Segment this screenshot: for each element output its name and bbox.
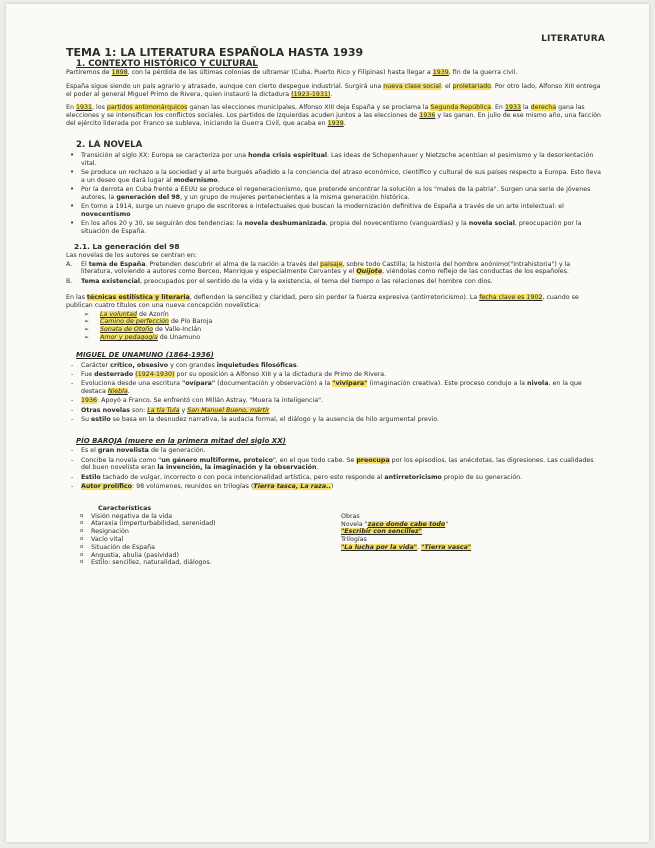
bold: Tema existencial — [81, 278, 141, 286]
text: de Azorín — [137, 310, 169, 318]
list-item: o Situación de España — [76, 544, 341, 552]
text: Evoluciona desde una escritura — [81, 380, 182, 388]
list-item — [66, 457, 601, 473]
text: : Apoyó a Franco. Se enfrentó con Millán Astray. "Muera la inteligencia". — [97, 397, 323, 405]
text: En las — [66, 293, 87, 301]
text: . Las ideas de Schopenhauer y Nietzsche acentúan el pesimismo y la desorientación vital. — [81, 151, 594, 167]
list-item: o Vacío vital — [76, 536, 341, 544]
document-page — [6, 4, 649, 842]
highlight: 1936 — [419, 112, 436, 120]
bold: modernismo — [173, 176, 218, 184]
text: la — [520, 104, 531, 112]
bold: honda crisis espiritual — [248, 151, 328, 159]
characteristics-heading: Características — [98, 504, 152, 512]
text: , preocupación por la situación de España. — [81, 220, 582, 235]
highlight: Autor prolífico — [81, 483, 132, 491]
list-item: o Estilo: sencillez, naturalidad, diálogos. — [76, 559, 341, 567]
text: Fue — [81, 370, 95, 378]
text: , y un grupo de mujeres pertenecientes a la misma generación histórica. — [180, 193, 410, 201]
highlight: 1939 — [432, 69, 449, 76]
text: Su — [81, 415, 91, 423]
page-title: TEMA 1: LA LITERATURA ESPAÑOLA HASTA 1939 — [66, 46, 364, 59]
work-title: La voluntad — [100, 310, 138, 318]
text: (imaginación creativa). Este proceso condujo a la — [367, 380, 527, 388]
paragraph-techniques — [66, 294, 601, 310]
work-title: Sonata de Otoño — [100, 326, 154, 334]
highlight: 1898 — [111, 69, 128, 76]
text: Novela " — [341, 520, 368, 528]
text: tachado de vulgar, incorrecto o con poca intencionalidad artística, pero esto responde al — [100, 473, 385, 481]
list-item — [66, 169, 601, 185]
highlight: (1924-1930) — [135, 370, 175, 378]
text: . Por otro lado, Alfonso XIII entrega el poder al general Miguel Primo de Rivera, quien instauró la dictadura — [66, 82, 601, 98]
text: . — [127, 387, 130, 395]
highlight: proletariado — [452, 82, 491, 90]
list-item — [66, 407, 601, 415]
section-2-heading: 2. LA NOVELA — [76, 139, 143, 150]
works-1902-list — [66, 311, 601, 342]
marker: B. — [66, 278, 73, 286]
text: , defienden la sencillez y claridad, pero sin perder la fuerza expresiva (antirretoricismo). La — [189, 293, 480, 301]
highlight: "Escribir con sencillez" — [341, 528, 422, 536]
text: de Pío Baroja — [168, 318, 213, 326]
highlight: zaco donde cabe todo — [367, 520, 446, 528]
bold: un género multiforme, proteico — [161, 456, 273, 464]
text: y las ganan. En julio de ese mismo año, una facción del ejército liderada por Franco se subleva, iniciando la Guerra Civil, que acaba en — [66, 112, 601, 127]
bold: "ovípara" — [181, 380, 216, 388]
text: , fin de la guerra civil. — [448, 69, 518, 76]
text: Concibe la novela como " — [81, 456, 162, 464]
text: por los episodios, las anécdotas, las digresiones. Las cualidades del buen novelista eran — [81, 456, 594, 472]
work-title: Camino de perfección — [100, 318, 169, 326]
list-item — [66, 152, 601, 168]
text: , con la pérdida de las últimas colonias de ultramar (Cuba, Puerto Rico y Filipinas) hasta llegar a — [127, 69, 433, 76]
text: de Unamuno — [157, 333, 201, 341]
text: , — [417, 544, 422, 552]
text: . — [217, 176, 220, 184]
highlight: Tierra tasca, La raza.. — [253, 483, 331, 491]
text: ) — [330, 483, 334, 491]
list-item: o Angustia, abulia (pasividad) — [76, 552, 341, 560]
works-line — [341, 528, 541, 536]
text: por su oposición a Alfonso XIII y a la dictadura de Primo de Rivera. — [174, 370, 387, 378]
paragraph-context-1 — [66, 69, 601, 77]
text: España sigue siendo un país agrario y atrasado, aunque con cierto despegue industrial. Surgirá una — [66, 82, 384, 90]
highlight: Quijote — [356, 268, 383, 276]
text: ganan las elecciones municipales, Alfonso XIII deja España y se proclama la — [187, 104, 431, 112]
marker: A. — [66, 260, 73, 268]
text: , en la que destaca — [81, 380, 582, 395]
text: , propia del novecentismo (vanguardias) y la — [325, 220, 469, 228]
baroja-heading: PÍO BAROJA (muere en la primera mitad del siglo XX) — [76, 436, 286, 445]
section-1-heading — [76, 59, 601, 69]
highlight: 1933 — [504, 104, 521, 112]
highlight: fecha clave es 1902 — [479, 293, 543, 301]
highlight: Segunda República — [430, 104, 491, 112]
highlight: Niebla — [107, 387, 128, 395]
bold: crítico, obsesivo — [110, 361, 169, 369]
text: Carácter — [81, 361, 111, 369]
list-item — [66, 220, 601, 236]
text: En torno a 1914, surge un nuevo grupo de escritores e intelectuales que buscan la modernización definitiva de España a través de un arte intelectual: el — [81, 203, 564, 211]
works-line: Trilogías — [341, 536, 367, 544]
themes-list — [66, 261, 601, 286]
text: , sobre todo Castilla; la historia del hombre anónimo("intrahistoria") y la literatura, volviendo a autores como Berceo, Manrique y especialmente Cervantes y el — [81, 260, 571, 276]
bold: tema de España — [88, 260, 146, 268]
text: propio de su generación. — [441, 473, 523, 481]
text: , viéndolas como reflejo de las conductas de los españoles. — [382, 268, 569, 276]
text: Es el — [81, 447, 98, 455]
paragraph-context-3 — [66, 104, 601, 127]
highlight: "vivípara" — [332, 380, 368, 388]
text: ", en el que todo cabe. Se — [272, 456, 357, 464]
text: . — [296, 361, 299, 369]
bold: Otras novelas — [81, 406, 130, 414]
text: , los — [92, 104, 107, 112]
bold: nivola — [526, 380, 549, 388]
list-item — [66, 380, 601, 396]
text: . — [330, 90, 333, 98]
text: Por la derrota en Cuba frente a EEUU se produce el regeneracionismo, que pretende encontrar la solución a los "males de la patria". Surgen una serie de jóvenes autores, la — [81, 185, 591, 201]
text: , preocupados por el sentido de la vida y la existencia, el tema del tiempo o las relaciones del hombre con dios. — [140, 278, 493, 286]
highlight: (1923-1931) — [291, 90, 331, 98]
text: . En — [490, 104, 505, 112]
text: , cuando se publican cuatro títulos con una nueva concepción novelística: — [66, 293, 579, 309]
list-item — [66, 318, 601, 326]
text: y — [179, 406, 188, 414]
unamuno-list — [66, 362, 601, 424]
unamuno-heading: MIGUEL DE UNAMUNO (1864-1936) — [76, 350, 214, 359]
text: En los años 20 y 30, se seguirán dos tendencias: la — [81, 220, 245, 228]
text: En — [66, 104, 76, 112]
highlight: nueva clase social — [383, 82, 441, 90]
highlight: "La lucha por la vida" — [341, 544, 418, 552]
subsection-intro: Las novelas de los autores se centran en: — [66, 251, 197, 259]
content-area — [66, 46, 601, 567]
highlight: paisaje — [320, 260, 343, 268]
text: de la generación. — [148, 447, 206, 455]
bold: novela social — [468, 220, 515, 228]
text: gana las elecciones y se intensifican los conflictos sociales. Los partidos de izquierdas acuden juntos a las elecciones de — [66, 104, 585, 120]
characteristics-list — [76, 513, 341, 568]
bold: novela deshumanizada — [244, 220, 326, 228]
list-item — [66, 416, 601, 424]
bold: generación del 98 — [116, 193, 181, 201]
text: y con grandes — [168, 361, 217, 369]
list-item — [66, 326, 601, 334]
highlight: técnicas estilística y literaria — [86, 293, 190, 301]
text: (documentación y observación) a la — [215, 380, 333, 388]
list-item — [66, 474, 601, 482]
text: son: — [130, 406, 148, 414]
text: : el — [440, 82, 453, 90]
baroja-list — [66, 447, 601, 490]
work-title: Amor y pedagogía — [100, 333, 158, 341]
bold: estilo — [91, 415, 111, 423]
bold: antirretoricismo — [384, 473, 442, 481]
bold: inquietudes filosóficas — [216, 361, 297, 369]
section-1-heading-text: 1. CONTEXTO HISTÓRICO Y CULTURAL — [76, 59, 258, 69]
subsection-heading: 2.1. La generación del 98 — [74, 241, 180, 251]
highlight: San Manuel Bueno, mártir — [187, 406, 270, 414]
text: Transición al siglo XX: Europa se caracteriza por una — [81, 151, 249, 159]
works-heading: Obras — [341, 512, 360, 520]
characteristics-column — [66, 505, 341, 567]
text: . — [316, 464, 319, 472]
highlight: preocupa — [356, 456, 390, 464]
highlight: derecha — [530, 104, 557, 112]
list-item — [66, 362, 601, 370]
list-item — [66, 447, 601, 455]
bold: desterrado — [94, 370, 134, 378]
novela-list — [66, 152, 601, 236]
list-item — [66, 371, 601, 379]
works-column — [341, 505, 541, 567]
text: . — [343, 119, 346, 127]
list-item — [66, 186, 601, 202]
bold: Estilo — [81, 473, 101, 481]
highlight: La tía Tula — [147, 406, 180, 414]
text: . Pretenden descubrir el alma de la nación a través del — [145, 260, 321, 268]
highlight: 1936 — [81, 397, 98, 405]
list-item — [66, 261, 601, 277]
list-item — [66, 278, 601, 286]
highlight: 1931 — [75, 104, 93, 112]
baroja-columns — [66, 505, 601, 567]
paragraph-context-2 — [66, 83, 601, 99]
list-item — [66, 397, 601, 405]
subject-header: LITERATURA — [541, 34, 605, 44]
text: El — [81, 260, 89, 268]
bold: novecentismo — [81, 210, 131, 218]
list-item — [66, 334, 601, 342]
list-item: o Resignación — [76, 528, 341, 536]
works-line — [341, 544, 541, 552]
works-line — [341, 521, 541, 529]
list-item: o Visión negativa de la vida — [76, 513, 341, 521]
highlight: "Tierra vasca" — [421, 544, 472, 552]
text: de Valle-Inclán — [153, 326, 202, 334]
highlight: partidos antimonárquicos — [106, 104, 188, 112]
list-item: o Ataraxia (imperturbabilidad, serenidad) — [76, 520, 341, 528]
text: : 98 volúmenes, reunidos en trilogías ( — [131, 483, 254, 491]
text: Se produce un rechazo a la sociedad y al arte burgués añadido a la conciencia del atraso económico, científico y cultural de sus países respecto a Europa. Esto lleva a un deseo que dará lugar al — [81, 168, 601, 184]
bold: gran novelista — [97, 447, 149, 455]
bold: la invención, la imaginación y la observación — [157, 464, 317, 472]
text: Partiremos de — [66, 69, 112, 76]
text: " — [445, 520, 449, 528]
text: se basa en la desnudez narrativa, la audacia formal, el diálogo y la ausencia de hilo argumental previo. — [110, 415, 440, 423]
highlight: 1939 — [327, 119, 344, 127]
list-item — [66, 483, 601, 491]
list-item — [66, 203, 601, 219]
